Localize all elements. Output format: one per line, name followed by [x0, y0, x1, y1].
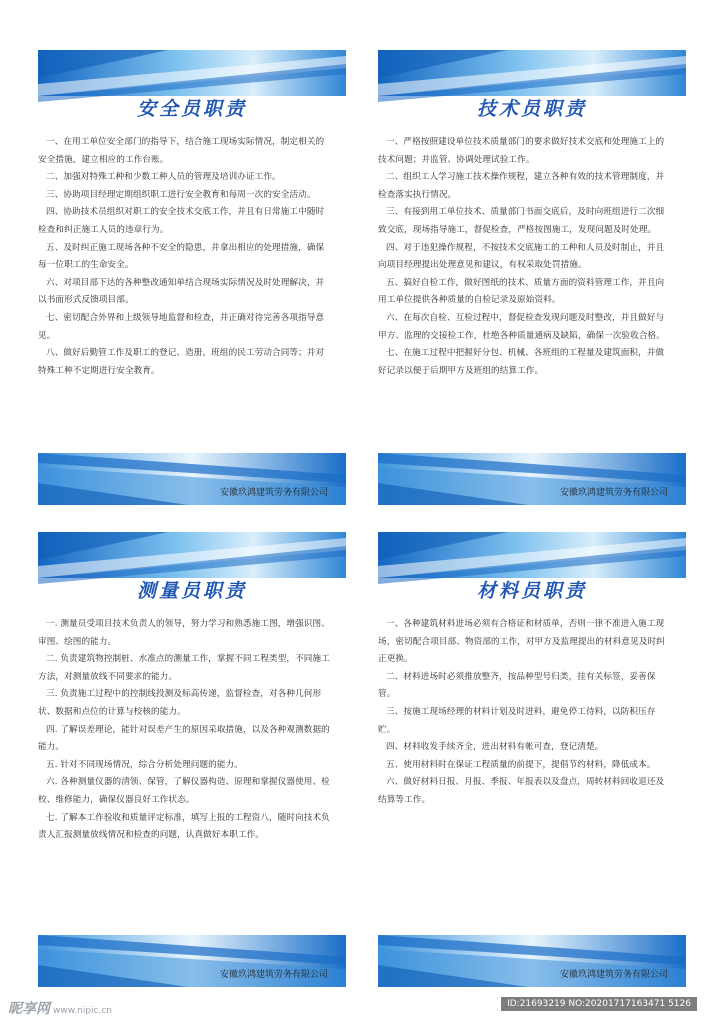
- duty-item: 四. 了解误差理论，能针对误差产生的原因采取措施，以及各种观测数据的能力。: [38, 724, 330, 753]
- duty-card-safety: [38, 50, 346, 505]
- duty-item: 一、在用工单位安全部门的指导下，结合施工现场实际情况，制定相关的安全措施，建立相应的工作台账。: [38, 137, 325, 165]
- duty-item: 六、做好材料日报、月报、季报、年报表以及盘点，周转材料回收退还及结算等工作。: [378, 777, 665, 805]
- duty-item: 一、严格按照建设单位技术质量部门的要求做好技术交底和处理施工上的技术问题；并监管、协调处理试验工作。: [378, 137, 665, 165]
- card-title: 材料员职责: [476, 580, 587, 602]
- duty-item: 四、材料收发手续齐全，进出材料有帐可查，登记清楚。: [386, 742, 604, 753]
- duty-list: [378, 616, 686, 810]
- duty-item: 二、加强对特殊工种和少数工种人员的管理及培训办证工作。: [46, 172, 281, 183]
- duty-item: 六. 各种测量仪器的清领、保管，了解仪器构造、原理和掌握仪器使用、检校、维修能力，确保仪器良好工作状态。: [38, 777, 330, 805]
- company-name: 安徽玖鸿建筑劳务有限公司: [219, 488, 328, 498]
- duty-item: 五、及时纠正施工现场各种不安全的隐患，并拿出相应的处理措施，确保每一位职工的生命安全。: [38, 242, 325, 271]
- duty-item: 二、组织工人学习施工技术操作规程，建立各种有效的技术管理制度，并检查落实执行情况。: [378, 172, 665, 200]
- company-name: 安徽玖鸿建筑劳务有限公司: [559, 970, 668, 980]
- duty-item: 七、密切配合外界和上级领导地监督和检查，并正确对待完善各项指导意见。: [38, 312, 325, 341]
- duty-item: 一、各种建筑材料进场必须有合格证和材质单，否则一律不准进入施工现场，密切配合项目部、物资部的工作，对甲方及监理提出的材料意见及时纠正更换。: [378, 619, 665, 665]
- company-name: 安徽玖鸿建筑劳务有限公司: [219, 970, 328, 980]
- duty-list: [38, 616, 346, 845]
- duty-item: 六、对项目部下达的各种整改通知单结合现场实际情况及时处理解决，并以书面形式反馈项目部。: [38, 277, 325, 306]
- card-title: 测量员职责: [136, 580, 247, 602]
- duty-item: 一. 测量员受项目技术负责人的领导，努力学习和熟悉施工图，增强识图、审图、绘图的能力。: [38, 619, 330, 647]
- watermark-logo: [8, 998, 112, 1018]
- duty-item: 六、在每次自检、互检过程中，督促检查发现问题及时整改，并且做好与甲方、监理的交接检工作，杜绝各种质量通病及缺陷，确保一次验收合格。: [378, 312, 665, 341]
- duty-item: 五、使用材料时在保证工程质量的前提下，提倡节约材料，降低成本。: [386, 759, 656, 770]
- duty-list: [378, 134, 686, 380]
- duty-item: 七. 了解本工作验收和质量评定标准，填写上报的工程资八，随时向技术负责人汇报测量放线情况和检查的问题，认真做好本职工作。: [38, 812, 330, 841]
- watermark-site: www.nipic.cn: [53, 1006, 112, 1016]
- duty-item: 四、对于违犯操作规程，不按技术交底施工的工种和人员及时制止，并且向项目经理提出处理意见和建议，有权采取处罚措施。: [378, 242, 665, 271]
- duty-card-survey: [38, 532, 346, 987]
- duty-item: 七、在施工过程中把握好分包、机械、各班组的工程量及建筑面积，并做好记录以便于后期甲方及班组的结算工作。: [378, 348, 665, 376]
- duty-item: 三. 负责施工过程中的控制线投测及标高传递，监督检查，对各种几何形状、数据和点位的计算与校核的能力。: [38, 689, 322, 717]
- watermark-id-badge: ID:21693219 NO:20201717163471 5126: [501, 997, 697, 1011]
- company-name: 安徽玖鸿建筑劳务有限公司: [559, 488, 668, 498]
- duty-item: 八、做好后勤管工作及职工的登记、造册，班组的民工劳动合同等；并对特殊工种不定期进行安全教育。: [38, 348, 325, 376]
- duty-item: 二、材料进场时必须推放整齐，按品种型号归类，挂有关标签，妥善保管。: [378, 671, 656, 700]
- duty-item: 三、有接到用工单位技术、质量部门书面交底后，及时向班组进行二次细致交底，现场指导施工，督促检查，严格按图施工，发现问题及时处理。: [378, 207, 665, 235]
- duty-list: [38, 134, 346, 380]
- card-title: 技术员职责: [476, 98, 587, 120]
- duty-item: 四、协助技术员组织对职工的安全技术交底工作，并且有日常施工中随时检查和纠正施工人员的违章行为。: [38, 207, 325, 235]
- watermark-logo-text: 昵享网: [8, 1001, 50, 1017]
- duty-item: 三、协助项目经理定期组织职工进行安全教育和每周一次的安全活动。: [46, 189, 316, 200]
- card-title: 安全员职责: [136, 98, 247, 120]
- duty-item: 五. 针对不同现场情况，综合分析处理问题的能力。: [46, 759, 243, 770]
- duty-item: 五、搞好自检工作，做好图纸的技术、质量方面的资料管理工作，并且向用工单位提供各种质量的自检记录及原始资料。: [378, 277, 665, 306]
- duty-card-materials: [378, 532, 686, 987]
- duty-card-technical: [378, 50, 686, 505]
- duty-item: 二. 负责建筑物控制桩、水准点的测量工作，掌握不同工程类型，不同施工方法，对测量放线不同要求的能力。: [38, 654, 330, 682]
- duty-item: 三、按施工现场经理的材料计划及时进料，避免停工待料，以防积压存贮。: [378, 706, 656, 735]
